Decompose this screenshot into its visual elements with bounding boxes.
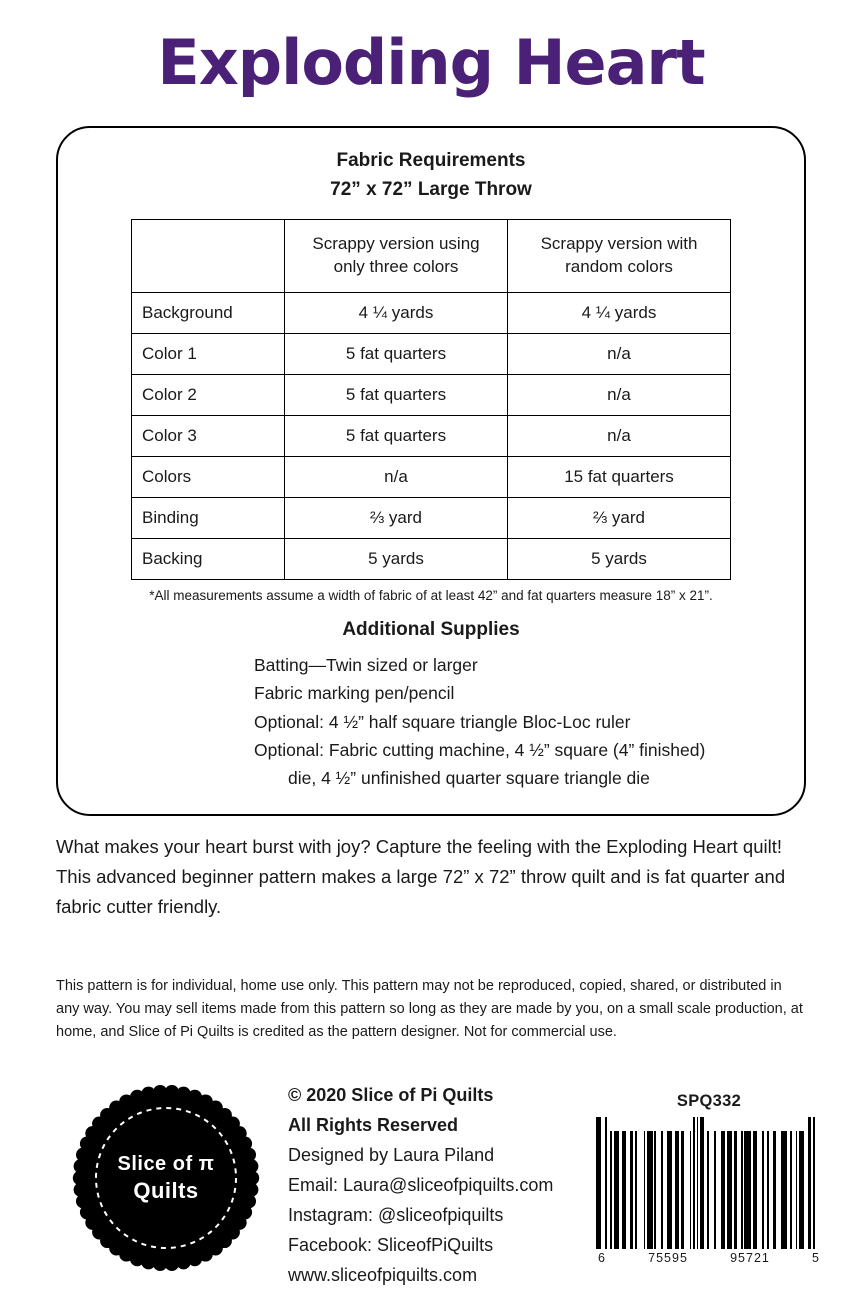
- table-row: [132, 538, 731, 579]
- logo-text-line1: Slice of π: [117, 1152, 215, 1175]
- facebook-line[interactable]: Facebook: SliceofPiQuilts: [288, 1235, 494, 1256]
- measurements-footnote: *All measurements assume a width of fabric of at least 42” and fat quarters measure 18” x 21”.: [149, 587, 713, 603]
- sku-label: SPQ332: [676, 1092, 742, 1110]
- row-label: Binding: [132, 497, 285, 538]
- rights-line: All Rights Reserved: [288, 1115, 459, 1136]
- table-row: [132, 415, 731, 456]
- logo-text-line2: Quilts: [133, 1177, 199, 1203]
- contact-block: [288, 1080, 598, 1290]
- row-value-random: 4 ¼ yards: [508, 292, 731, 333]
- row-label: Color 2: [132, 374, 285, 415]
- row-value-random: 5 yards: [508, 538, 731, 579]
- row-value-three: ⅔ yard: [285, 497, 508, 538]
- table-row: [132, 497, 731, 538]
- page-title: Exploding Heart: [157, 26, 705, 99]
- row-value-random: n/a: [508, 415, 731, 456]
- row-value-random: n/a: [508, 333, 731, 374]
- footer: [0, 1070, 862, 1300]
- instagram-line[interactable]: Instagram: @sliceofpiquilts: [288, 1205, 504, 1226]
- barcode-block: [596, 1092, 822, 1265]
- table-header-random-colors: [508, 219, 731, 292]
- barcode-digit-mid2: 95721: [730, 1251, 770, 1265]
- logo: [66, 1078, 266, 1278]
- list-item: Optional: 4 ½” half square triangle Bloc-Loc ruler: [254, 711, 631, 732]
- row-value-random: 15 fat quarters: [508, 456, 731, 497]
- row-value-three: 5 fat quarters: [285, 333, 508, 374]
- email-line[interactable]: Email: Laura@sliceofpiquilts.com: [288, 1175, 554, 1196]
- list-item: Batting—Twin sized or larger: [254, 654, 478, 675]
- barcode-image: [596, 1117, 822, 1249]
- table-header-three-colors: [285, 219, 508, 292]
- website-line[interactable]: www.sliceofpiquilts.com: [288, 1265, 478, 1286]
- table-header-blank: [132, 219, 285, 292]
- fabric-requirements-heading: [58, 146, 804, 205]
- table-header-random-colors-line1: Scrappy version with: [540, 233, 698, 253]
- starburst-badge-icon: [66, 1078, 266, 1278]
- table-row: [132, 374, 731, 415]
- fabric-requirements-table: [131, 219, 731, 580]
- row-value-three: 5 fat quarters: [285, 415, 508, 456]
- barcode-digit-mid1: 75595: [648, 1251, 688, 1265]
- barcode-digit-right: 5: [812, 1251, 820, 1265]
- legal-paragraph: This pattern is for individual, home use only. This pattern may not be reproduced, copied, shared, or distributed in any way. You may sell items made from this pattern so long as they are made by you, on a small scale production, at home, and Slice of Pi Quilts is credited as the pattern designer. Not for commercial use.: [56, 978, 803, 1040]
- row-label: Color 3: [132, 415, 285, 456]
- table-header-random-colors-line2: random colors: [565, 256, 673, 276]
- table-row: [132, 292, 731, 333]
- list-item: Optional: Fabric cutting machine, 4 ½” square (4” finished): [254, 739, 706, 760]
- copyright-line: © 2020 Slice of Pi Quilts: [288, 1085, 494, 1105]
- barcode-digit-left: 6: [598, 1251, 606, 1265]
- list-item: Fabric marking pen/pencil: [254, 683, 455, 704]
- row-label: Backing: [132, 538, 285, 579]
- table-row: [132, 456, 731, 497]
- table-header-row: [132, 219, 731, 292]
- row-label: Colors: [132, 456, 285, 497]
- table-header-three-colors-line2: only three colors: [333, 256, 459, 276]
- additional-supplies-list: [58, 651, 804, 793]
- row-value-three: 4 ¼ yards: [285, 292, 508, 333]
- fabric-requirements-heading-line2: 72” x 72” Large Throw: [330, 179, 532, 201]
- barcode-digits: [596, 1251, 822, 1265]
- table-header-three-colors-line1: Scrappy version using: [312, 233, 480, 253]
- row-value-random: n/a: [508, 374, 731, 415]
- row-label: Color 1: [132, 333, 285, 374]
- fabric-requirements-heading-line1: Fabric Requirements: [336, 150, 526, 171]
- additional-supplies-heading: Additional Supplies: [342, 618, 520, 640]
- row-value-three: 5 yards: [285, 538, 508, 579]
- fabric-requirements-box: [56, 126, 806, 816]
- designer-line: Designed by Laura Piland: [288, 1145, 495, 1166]
- description-paragraph: What makes your heart burst with joy? Capture the feeling with the Exploding Heart quilt! This advanced beginner pattern makes a large 72” x 72” throw quilt and is fat quarter and fabric cutter friendly.: [56, 836, 786, 917]
- row-label: Background: [132, 292, 285, 333]
- list-item: die, 4 ½” unfinished quarter square triangle die: [288, 768, 650, 789]
- table-row: [132, 333, 731, 374]
- row-value-three: n/a: [285, 456, 508, 497]
- row-value-three: 5 fat quarters: [285, 374, 508, 415]
- row-value-random: ⅔ yard: [508, 497, 731, 538]
